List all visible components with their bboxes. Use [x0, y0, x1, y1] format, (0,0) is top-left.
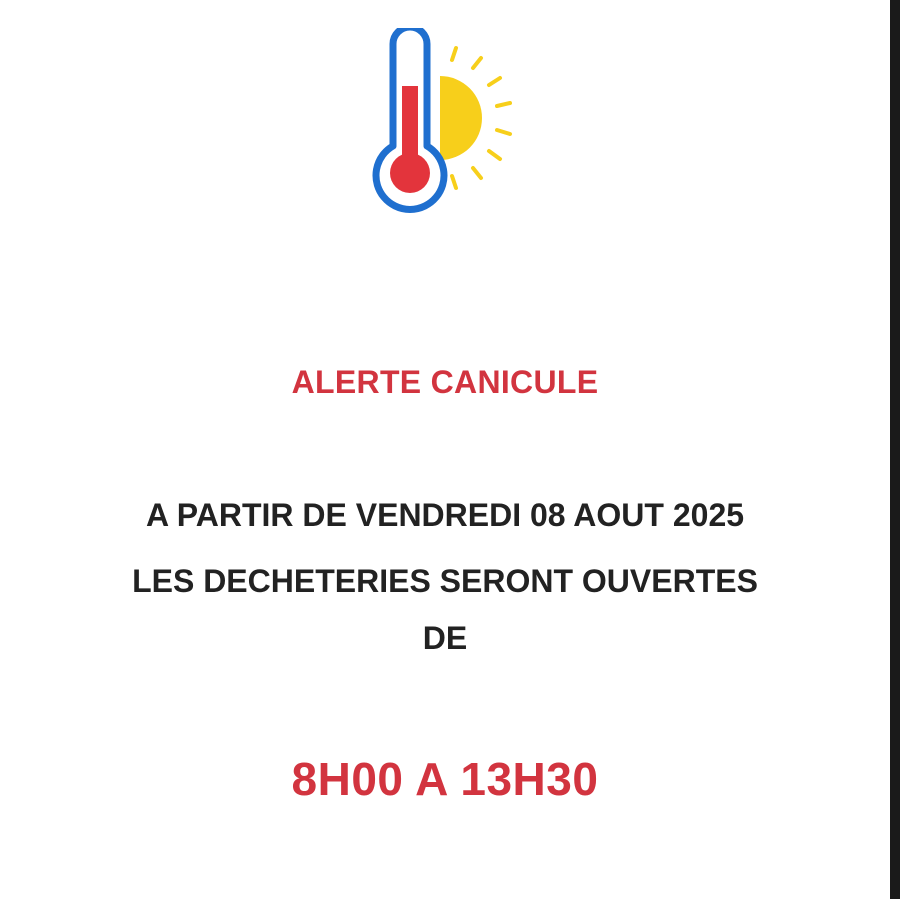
- alert-title: ALERTE CANICULE: [291, 364, 599, 400]
- page-edge-border: [890, 0, 900, 899]
- start-date-line: A PARTIR DE VENDREDI 08 AOUT 2025: [145, 497, 745, 533]
- opening-statement-line: LES DECHETERIES SERONT OUVERTES: [132, 563, 758, 599]
- preposition-line: DE: [422, 620, 468, 656]
- sun-icon: [440, 76, 482, 160]
- thermometer-sun-icon: [360, 28, 530, 213]
- opening-hours: 8H00 A 13H30: [291, 753, 599, 805]
- thermometer-bulb: [390, 153, 430, 193]
